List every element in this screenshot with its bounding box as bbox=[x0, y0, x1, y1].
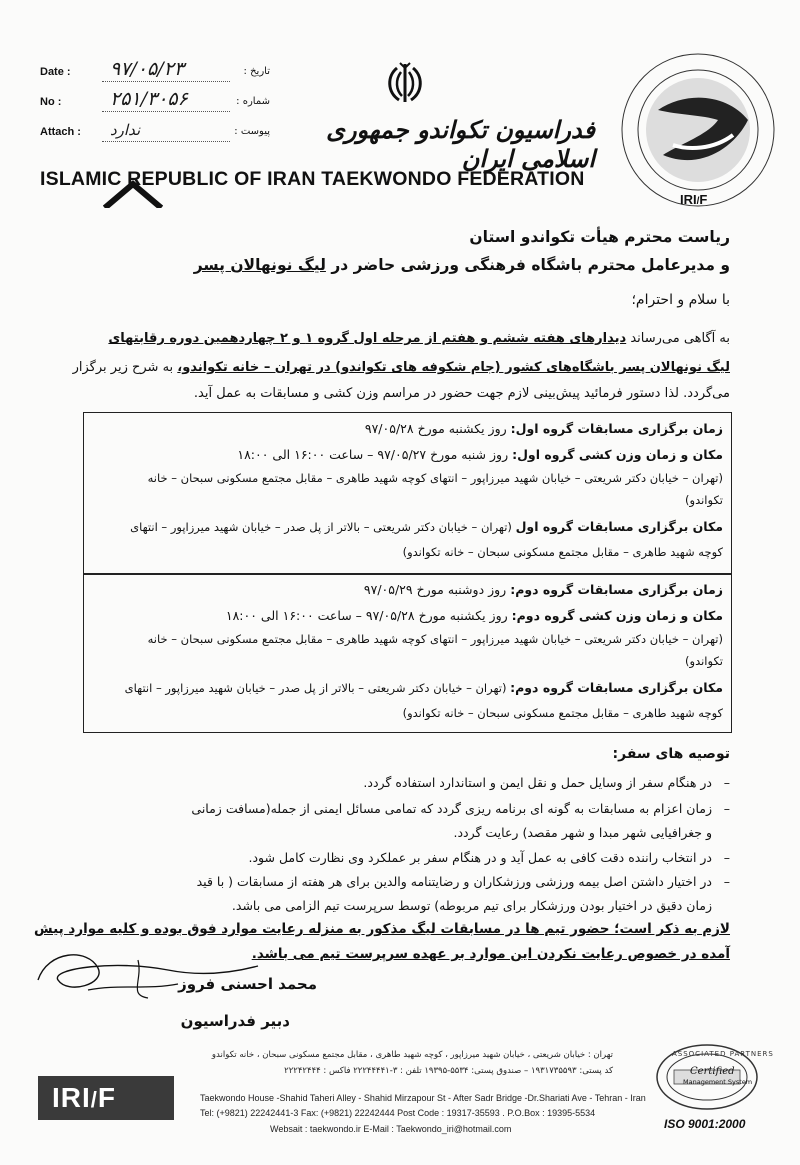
footer-logo bbox=[38, 1076, 174, 1120]
date-value: ۹۷/۰۵/۲۳ bbox=[110, 58, 185, 80]
group2-venue bbox=[125, 680, 723, 695]
group2-weigh-label: مکان و زمان وزن کشی گروه دوم: bbox=[511, 608, 723, 623]
signer-title: دبیر فدراسیون bbox=[180, 1012, 290, 1030]
group2-box bbox=[83, 573, 732, 733]
number-dotted-line bbox=[102, 111, 230, 112]
travel-item-4-text: در اختیار داشتن اصل بیمه ورزشی ورزشکاران و رضایتنامه والدین برای هر هفته از مسابقات ( با قید bbox=[196, 874, 712, 889]
travel-item-2-cont: و جغرافیایی شهر مبدا و شهر مقصد) رعایت گردد. bbox=[453, 825, 712, 840]
travel-item-3: –در انتخاب راننده دقت کافی به عمل آید و در هنگام سفر بر عملکرد وی نظارت کامل شود. bbox=[248, 850, 730, 865]
group2-venue-addr2: کوچه شهید طاهری – مقابل مجتمع مسکونی سبحان – خانه تکواندو) bbox=[402, 706, 723, 720]
number-label-en: No : bbox=[40, 96, 62, 108]
group1-venue-label: مکان برگزاری مسابقات گروه اول bbox=[515, 519, 723, 534]
travel-item-4: –در اختیار داشتن اصل بیمه ورزشی ورزشکاران و رضایتنامه والدین برای هر هفته از مسابقات ( با قید bbox=[196, 874, 730, 889]
addressee-line1: ریاست محترم هیأت تکواندو استان bbox=[469, 228, 730, 246]
group1-weigh-addr2: تکواندو) bbox=[685, 493, 723, 507]
footer-logo-text: IRI/F bbox=[52, 1082, 117, 1113]
federation-name-fa: فدراسیون تکواندو جمهوری اسلامی ایران bbox=[326, 115, 595, 173]
chevron-logo-icon bbox=[103, 178, 163, 208]
footer-logo-tail: F bbox=[97, 1082, 117, 1113]
greeting: با سلام و احترام؛ bbox=[631, 292, 730, 308]
group1-weigh-label: مکان و زمان وزن کشی گروه اول: bbox=[512, 447, 723, 462]
logo-abbrev: IRI/F bbox=[680, 192, 708, 207]
footer-logo-abbrev: IRI bbox=[52, 1082, 91, 1113]
group2-venue-label: مکان برگزاری مسابقات گروه دوم: bbox=[510, 680, 723, 695]
group2-time-label: زمان برگزاری مسابقات گروه دوم: bbox=[510, 582, 723, 597]
intro-line3: می‌گردد. لذا دستور فرمائید پیش‌بینی لازم جهت حضور در مراسم وزن کشی و مسابقات به عمل آید. bbox=[193, 386, 730, 401]
attach-row bbox=[40, 122, 270, 144]
signer-name: محمد احسنی فروز bbox=[178, 975, 317, 993]
group1-venue bbox=[130, 519, 723, 534]
group1-time-label: زمان برگزاری مسابقات گروه اول: bbox=[510, 421, 723, 436]
group1-time-value: روز یکشنبه مورخ ۹۷/۰۵/۲۸ bbox=[364, 421, 511, 436]
travel-item-2: –زمان اعزام به مسابقات به گونه ای برنامه ریزی گردد که تمامی مسائل ایمنی از جمله(مسافت زمانی bbox=[191, 801, 730, 816]
travel-title: توصیه های سفر: bbox=[612, 746, 730, 762]
intro-line1-a: به آگاهی می‌رساند bbox=[626, 331, 730, 346]
group2-weigh-addr2: تکواندو) bbox=[685, 654, 723, 668]
iso-ring-text: ASSOCIATED PARTNERS bbox=[672, 1050, 774, 1058]
travel-item-1-text: در هنگام سفر از وسایل حمل و نقل ایمن و استاندارد استفاده گردد. bbox=[363, 775, 712, 790]
federation-name-en: ISLAMIC REPUBLIC OF IRAN TAEKWONDO FEDERATION bbox=[40, 168, 585, 190]
group1-venue-addr1: (تهران – خیابان دکتر شریعتی – بالاتر از پل صدر – خیابان شهید میرزاپور – انتهای bbox=[130, 520, 516, 534]
attach-label-en: Attach : bbox=[40, 126, 81, 138]
addressee-line2 bbox=[194, 256, 730, 274]
group1-venue-addr2: کوچه شهید طاهری – مقابل مجتمع مسکونی سبحان – خانه تکواندو) bbox=[402, 545, 723, 559]
logo-abbrev-text: IRI bbox=[680, 192, 697, 207]
number-row bbox=[40, 88, 270, 114]
group1-weigh bbox=[237, 447, 723, 462]
travel-item-3-text: در انتخاب راننده دقت کافی به عمل آید و در هنگام سفر بر عملکرد وی نظارت کامل شود. bbox=[248, 850, 712, 865]
iso-management-text: Management System bbox=[683, 1078, 753, 1086]
iso-label: ISO 9001:2000 bbox=[664, 1117, 746, 1131]
group2-time bbox=[364, 582, 723, 597]
addressee-line2-a: و مدیرعامل محترم باشگاه فرهنگی ورزشی حاضر در bbox=[325, 256, 730, 274]
date-dotted-line bbox=[102, 81, 230, 82]
footer-address-fa: تهران : خیابان شریعتی ، خیابان شهید میرزاپور ، کوچه شهید طاهری ، مقابل مجتمع مسکونی سبحان ، خانه تکواندو bbox=[211, 1050, 613, 1060]
travel-item-1: –در هنگام سفر از وسایل حمل و نقل ایمن و استاندارد استفاده گردد. bbox=[363, 775, 730, 790]
federation-round-logo-icon bbox=[618, 50, 778, 210]
attach-value: ندارد bbox=[110, 121, 141, 139]
footer-phone-en: Tel: (+9821) 22242441-3 Fax: (+9821) 22242444 Post Code : 19317-35593 . P.O.Box : 19395-5534 bbox=[200, 1108, 596, 1118]
date-label-fa: تاریخ : bbox=[243, 66, 270, 77]
number-value: ۲۵۱/۳۰۵۶ bbox=[110, 88, 188, 110]
intro-line1-b: دیدارهای هفته ششم و هفتم از مرحله اول گروه ۱ و ۲ چهاردهمین دوره رقابتهای bbox=[108, 331, 627, 346]
date-row bbox=[40, 58, 270, 84]
footer-contact-fa: کد پستی: ۱۹۳۱۷۳۵۵۹۳ – صندوق پستی: ۵۵۳۴-۱۹۳۹۵ تلفن : ۳-۲۲۲۴۴۴۴۱ فاکس : ۲۲۲۴۲۴۴۴ bbox=[284, 1066, 613, 1076]
group1-weigh-addr1: (تهران – خیابان دکتر شریعتی – خیابان شهید میرزاپور – انتهای کوچه شهید طاهری – مقابل مجتمع مسکونی سبحان – خانه bbox=[147, 471, 723, 485]
logo-abbrev-tail: F bbox=[699, 192, 708, 207]
travel-item-2-text: زمان اعزام به مسابقات به گونه ای برنامه ریزی گردد که تمامی مسائل ایمنی از جمله(مسافت زمانی bbox=[191, 801, 712, 816]
number-label-fa: شماره : bbox=[236, 96, 270, 107]
date-label-en: Date : bbox=[40, 66, 71, 78]
iso-certified-text: Certified bbox=[690, 1066, 735, 1077]
intro-line2-a: لیگ نونهالان پسر باشگاه‌های کشور (جام شکوفه های تکواندو) در تهران – خانه تکواندو، bbox=[177, 360, 730, 375]
group1-box bbox=[83, 412, 732, 575]
travel-item-4-cont: زمان دقیق در اختیار بودن ورزشکار برای تیم مربوطه) توسط سرپرست تیم الزامی می باشد. bbox=[231, 898, 712, 913]
intro-line2-b: به شرح زیر برگزار bbox=[72, 360, 178, 375]
intro-line2 bbox=[73, 360, 730, 375]
attach-label-fa: پیوست : bbox=[234, 126, 270, 137]
group2-weigh-addr1: (تهران – خیابان دکتر شریعتی – خیابان شهید میرزاپور – انتهای کوچه شهید طاهری – مقابل مجتمع مسکونی سبحان – خانه bbox=[147, 632, 723, 646]
intro-line1 bbox=[108, 331, 730, 346]
iran-emblem-icon bbox=[383, 60, 427, 106]
notice-line1: لازم به ذکر است؛ حضور تیم ها در مسابقات لیگ مذکور به منزله رعایت موارد فوق بوده و کلیه موارد پیش bbox=[34, 921, 730, 937]
group2-weigh bbox=[226, 608, 723, 623]
group1-time bbox=[365, 421, 723, 436]
group2-time-value: روز دوشنبه مورخ ۹۷/۰۵/۲۹ bbox=[363, 582, 511, 597]
addressee-line2-b: لیگ نونهالان پسر bbox=[193, 256, 326, 274]
group2-weigh-value: روز یکشنبه مورخ ۹۷/۰۵/۲۸ – ساعت ۱۶:۰۰ الی ۱۸:۰۰ bbox=[225, 608, 512, 623]
footer-web-en: Websait : taekwondo.ir E-Mail : Taekwondo_iri@hotmail.com bbox=[270, 1124, 512, 1134]
group1-weigh-value: روز شنبه مورخ ۹۷/۰۵/۲۷ – ساعت ۱۶:۰۰ الی ۱۸:۰۰ bbox=[237, 447, 513, 462]
footer-address-en: Taekwondo House -Shahid Taheri Alley - Shahid Mirzapour St - After Sadr Bridge -Dr.Shariati Ave - Tehran - Iran bbox=[200, 1093, 646, 1103]
attach-dotted-line bbox=[102, 141, 230, 142]
group2-venue-addr1: (تهران – خیابان دکتر شریعتی – بالاتر از پل صدر – خیابان شهید میرزاپور – انتهای bbox=[124, 681, 511, 695]
notice-line2: آمده در خصوص رعایت نکردن این موارد بر عهده سرپرست تیم می باشد. bbox=[251, 946, 730, 962]
